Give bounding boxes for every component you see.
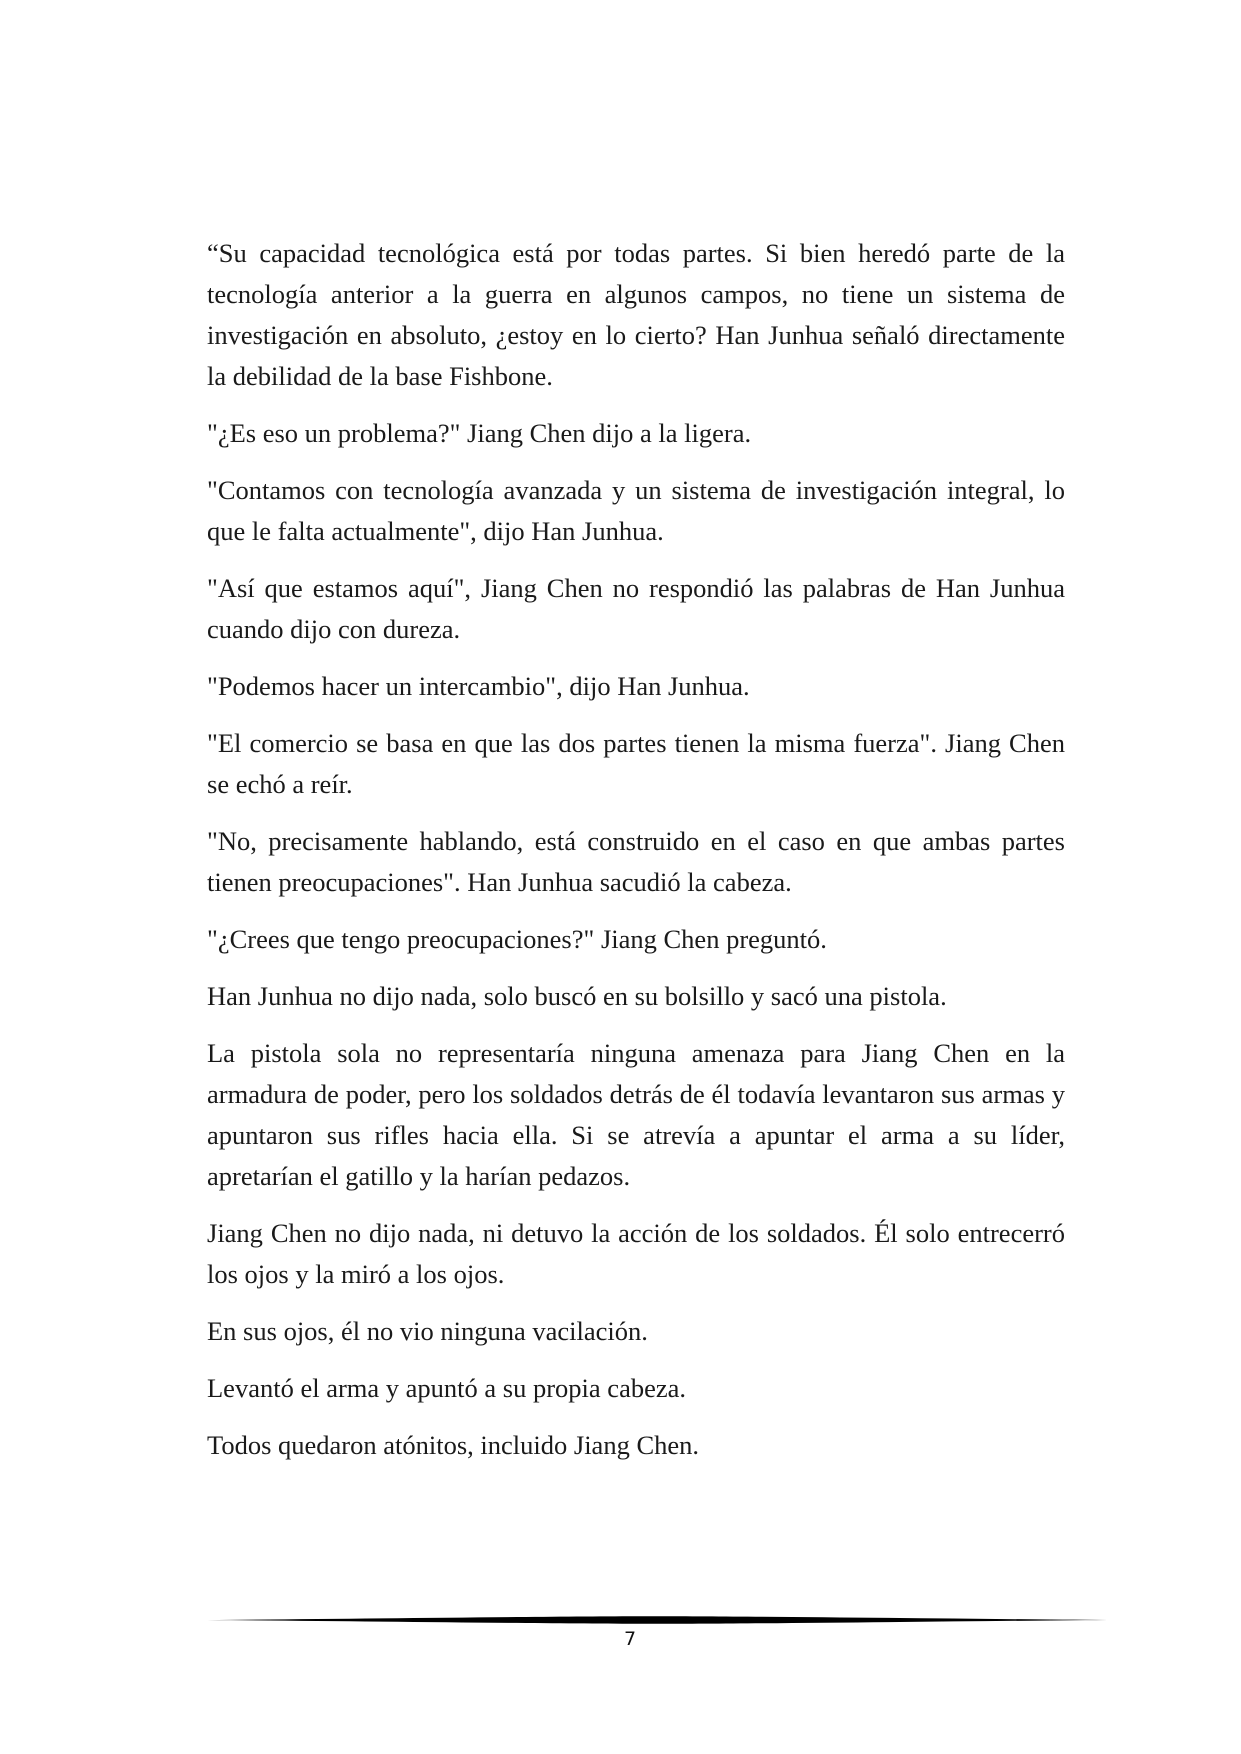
- paragraph: "Así que estamos aquí", Jiang Chen no respondió las palabras de Han Junhua cuando dijo con dureza.: [207, 573, 1065, 644]
- paragraph: "Contamos con tecnología avanzada y un sistema de investigación integral, lo que le falta actualmente", dijo Han Junhua.: [207, 475, 1065, 546]
- paragraph: "El comercio se basa en que las dos partes tienen la misma fuerza". Jiang Chen se echó a reír.: [207, 728, 1065, 799]
- paragraph: Todos quedaron atónitos, incluido Jiang Chen.: [207, 1430, 700, 1460]
- paragraph: Han Junhua no dijo nada, solo buscó en su bolsillo y sacó una pistola.: [207, 981, 947, 1011]
- paragraph: "¿Es eso un problema?" Jiang Chen dijo a la ligera.: [207, 418, 752, 448]
- paragraph: “Su capacidad tecnológica está por todas partes. Si bien heredó parte de la tecnología anterior a la guerra en algunos campos, no tiene un sistema de investigación en absoluto, ¿estoy en lo cierto? Han Junhua señaló directamente la debilidad de la base Fishbone.: [207, 238, 1065, 391]
- paragraph: "¿Crees que tengo preocupaciones?" Jiang Chen preguntó.: [207, 924, 827, 954]
- body-text: [207, 233, 1065, 1482]
- paragraph: La pistola sola no representaría ninguna amenaza para Jiang Chen en la armadura de poder, pero los soldados detrás de él todavía levantaron sus armas y apuntaron sus rifles hacia ella. Si se atrevía a apuntar el arma a su líder, apretarían el gatillo y la harían pedazos.: [207, 1038, 1065, 1191]
- page-number: 7: [623, 1628, 637, 1650]
- paragraph: Jiang Chen no dijo nada, ni detuvo la acción de los soldados. Él solo entrecerró los ojos y la miró a los ojos.: [207, 1218, 1065, 1289]
- paragraph: "Podemos hacer un intercambio", dijo Han Junhua.: [207, 671, 750, 701]
- paragraph: "No, precisamente hablando, está construido en el caso en que ambas partes tienen preocupaciones". Han Junhua sacudió la cabeza.: [207, 826, 1065, 897]
- paragraph: Levantó el arma y apuntó a su propia cabeza.: [207, 1373, 686, 1403]
- paragraph: En sus ojos, él no vio ninguna vacilación.: [207, 1316, 648, 1346]
- footer-divider: [207, 1614, 1107, 1626]
